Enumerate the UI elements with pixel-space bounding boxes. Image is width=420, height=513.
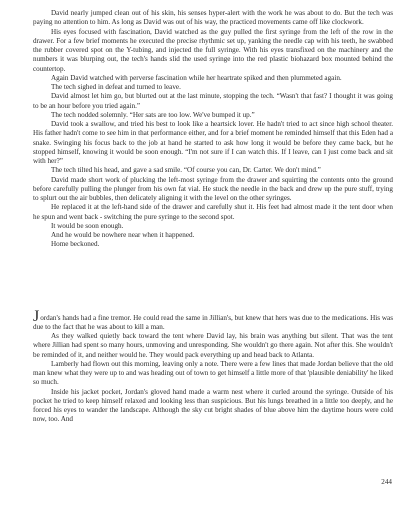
paragraph: David made short work of plucking the left-most syringe from the drawer and squirting the contents onto the ground before carefully pulling the plunger from his own fat vial. He stuck the needle in the back and drew up the pure stuff, trying to splurt out the air bubbles, then delicately aligning it with the level on the other syringes. [33,175,393,202]
paragraph: The tech tilted his head, and gave a sad smile. “Of course you can, Dr. Carter. We don't mind.” [51,166,321,175]
paragraph: His eyes focused with fascination, David watched as the guy pulled the first syringe from the left of the row in the drawer. For a few brief moments he executed the precise rhythmic set up, yanking the needle cap with his teeth, he swabbed the rubber covered spot on the Y-tubing, and injected the full syringe. With his eyes transfixed on the machinery and the numbers it was blurping out, the tech's hands slid the used syringe into the red plastic biohazard box mounted behind the countertop. [33,27,393,73]
paragraph: It would be soon enough. [51,221,124,230]
paragraph: David took a swallow, and tried his best to look like a heartsick lover. He hadn't tried to act since high school theater. His father hadn't come to see him in that performance either, and for a brief moment he reminded himself that this Eden had a snake. Swinging his focus back to the job at hand he started to ask how long it would be before they came back, but he stopped himself, knowing it would be soon enough. “I'm not sure if I can watch this. If I leave, can I just come back and sit with her?” [33,120,393,165]
paragraph: Lamberly had flown out this morning, leaving only a note. There were a few lines that made Jordan believe that the old man knew what they were up to and was heading out of town to get himself a little more of that 'plausible deniability' he liked so much. [33,359,393,387]
paragraph: The tech nodded solemnly. “Her sats are too low. We've bumped it up.” [51,110,255,119]
opening-text: ordan's hands had a fine tremor. He could read the same in Jillian's, but knew that hers was due to the medications. His was due to the fact that he was about to kill a man. [33,313,393,331]
paragraph: And he would be nowhere near when it happened. [51,231,195,239]
page-number: 244 [381,478,392,486]
paragraph: David almost let him go, but blurted out at the last minute, stopping the tech. “Wasn't that fast? I thought it was going to be an hour before you tried again.” [33,92,393,110]
paragraph: Inside his jacket pocket, Jordan's gloved hand made a warm nest where it curled around the syringe. Outside of his pocket he tried to keep himself relaxed and looking less than suspicious. But his lungs breathed in a little too deeply, and he forced his eyes to wander the landscape. Although the sky cut bright shades of blue above him the daytime hours were cold now, too. And [33,387,393,424]
paragraph: The tech sighed in defeat and turned to leave. [51,83,181,91]
paragraph: Again David watched with perverse fascination while her heartrate spiked and then plummeted again. [51,73,342,82]
drop-cap: J [33,307,40,325]
paragraph: He replaced it at the left-hand side of the drawer and carefully shut it. His feet had almost made it the tent door when he spun and went back - switching the pure syringe to the second spot. [33,203,393,221]
page-body [33,9,393,425]
paragraph: Home beckoned. [51,240,100,249]
paragraph: David nearly jumped clean out of his skin, his senses hyper-alert with the work he was about to do. But the tech was paying no attention to him. As long as David was out of his way, the practiced movements came off like clockwork. [33,9,393,27]
section-break [33,250,393,312]
paragraph: As they walked quietly back toward the tent where David lay, his brain was anything but silent. That was the tent where Jillian had spent so many hours, unmoving and unresponding. She wouldn't go there again. Not after this. She wouldn't be reminded of it, and neither would he. They would pack everything up and head back to Atlanta. [33,332,393,359]
section-opening-paragraph [33,307,393,333]
